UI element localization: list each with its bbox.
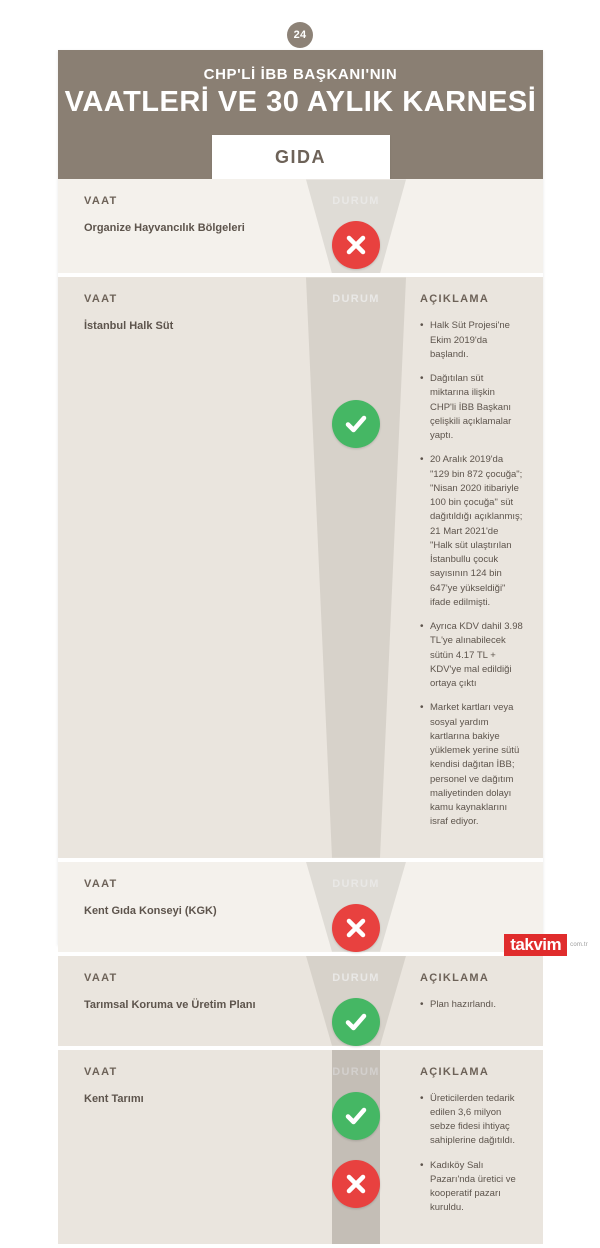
row-vaat-cell (58, 1050, 306, 1244)
row-vaat-cell (58, 277, 306, 857)
status-marker-yes (332, 1092, 380, 1140)
status-marker-yes (332, 998, 380, 1046)
list-item: • Ayrıca KDV dahil 3.98 TL'ye alınabilecek sütün 4.17 TL + KDV'ye mal edildiği ortaya çıktı (420, 620, 523, 691)
vaat-text: Kent Tarımı (84, 1092, 144, 1105)
list-item: • Üreticilerden tedarik edilen 3,6 milyon sebze fidesi ihtiyaç sahiplerine dağıtıldı. (420, 1092, 523, 1149)
status-marker-no (332, 1160, 380, 1208)
header-title: VAATLERİ VE 30 AYLIK KARNESİ (64, 86, 537, 118)
row-vaat-cell (58, 956, 306, 1046)
aciklama-list (420, 998, 523, 1012)
row-aciklama-cell (406, 277, 543, 857)
column-header-durum: DURUM (332, 1065, 380, 1078)
page-number-badge: 24 (287, 22, 313, 48)
column-header-vaat: VAAT (84, 1065, 118, 1078)
section-tab-wrap (58, 135, 543, 179)
column-header-durum: DURUM (332, 971, 380, 984)
table-row (58, 1050, 543, 1248)
rows-container (58, 179, 543, 1247)
aciklama-list (420, 319, 523, 829)
vaat-text: Kent Gıda Konseyi (KGK) (84, 904, 217, 917)
table-row (58, 956, 543, 1050)
status-marker-no (332, 904, 380, 952)
table-row (58, 179, 543, 277)
column-header-durum: DURUM (332, 195, 380, 208)
list-item: • Halk Süt Projesi'ne Ekim 2019'da başlandı. (420, 319, 523, 362)
funnel-band (332, 1050, 380, 1244)
column-header-aciklama: AÇIKLAMA (420, 971, 490, 984)
aciklama-list (420, 1092, 523, 1216)
row-aciklama-cell (406, 179, 543, 273)
column-header-vaat: VAAT (84, 293, 118, 306)
column-header-vaat: VAAT (84, 195, 118, 208)
header-subtitle: CHP'Lİ İBB BAŞKANI'NIN (203, 66, 398, 83)
column-header-durum: DURUM (332, 877, 380, 890)
row-vaat-cell (58, 179, 306, 273)
section-tab-gida: GIDA (212, 135, 390, 179)
row-aciklama-cell (406, 956, 543, 1046)
column-header-vaat: VAAT (84, 877, 118, 890)
logo-text: takvim (504, 934, 567, 956)
list-item: • 20 Aralık 2019'da "129 bin 872 çocuğa"; "Nisan 2020 itibariyle 100 bin çocuğa" süt dağıtıldığı açıklanmış; 21 Mart 2021'de "Halk süt ulaştırılan İstanbullu çocuk sayısının 124 bin 647'ye yükseldiği" ifade edilmişti. (420, 453, 523, 610)
list-item: • Dağıtılan süt miktarına ilişkin CHP'li İBB Başkanı çelişkili açıklamalar yaptı. (420, 372, 523, 443)
column-header-aciklama: AÇIKLAMA (420, 1065, 490, 1078)
table-row (58, 862, 543, 956)
vaat-text: İstanbul Halk Süt (84, 320, 174, 333)
logo-subtext: com.tr (570, 941, 588, 948)
vaat-text: Organize Hayvancılık Bölgeleri (84, 222, 245, 235)
vaat-text: Tarımsal Koruma ve Üretim Planı (84, 998, 256, 1011)
column-header-vaat: VAAT (84, 971, 118, 984)
column-header-aciklama: AÇIKLAMA (420, 293, 490, 306)
list-item: • Plan hazırlandı. (420, 998, 523, 1012)
list-item: • Market kartları veya sosyal yardım kartlarına bakiye yüklemek yerine sütü kendisi dağıtan İBB; personel ve dağıtım maliyetinden dolayı kamu kaynaklarını israf ediyor. (420, 701, 523, 829)
table-row (58, 277, 543, 861)
card-header (58, 50, 543, 135)
row-aciklama-cell (406, 1050, 543, 1244)
row-aciklama-cell (406, 862, 543, 952)
list-item: • Kadıköy Salı Pazarı'nda üretici ve kooperatif pazarı kuruldu. (420, 1159, 523, 1216)
column-header-durum: DURUM (332, 293, 380, 306)
row-vaat-cell (58, 862, 306, 952)
